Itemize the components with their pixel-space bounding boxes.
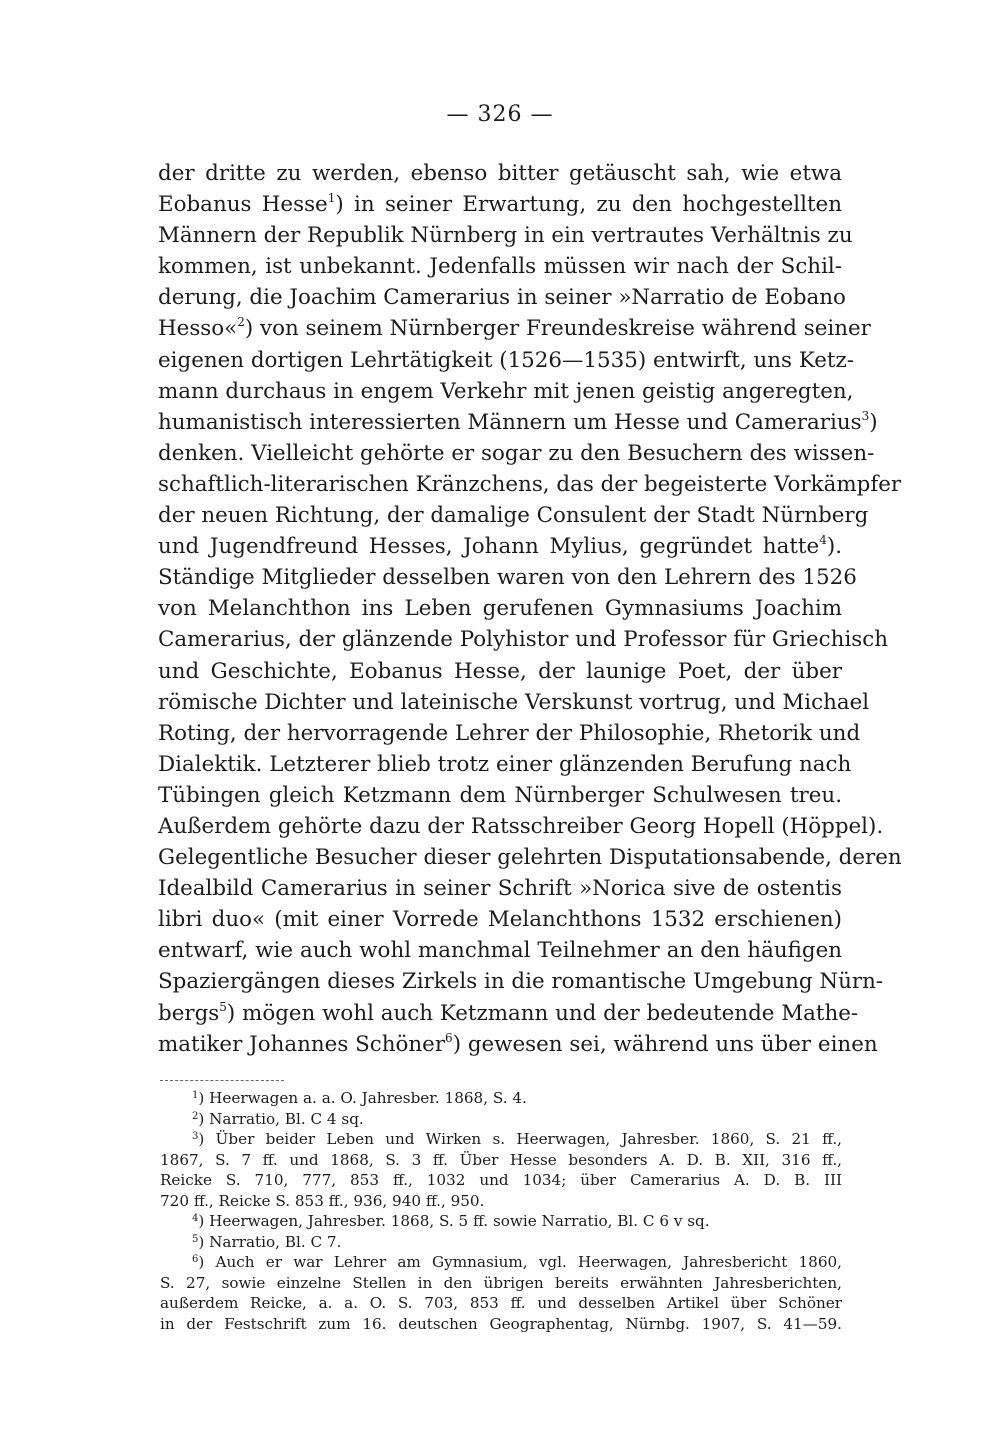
body-line: Tübingen gleich Ketzmann dem Nürnberger Schulwesen treu.	[158, 782, 842, 808]
footnote-continuation: 720 ff., Reicke S. 853 ff., 936, 940 ff., 950.	[160, 1191, 485, 1210]
body-line: Ständige Mitglieder desselben waren von den Lehrern des 1526	[158, 565, 857, 591]
footnote-continuation: S. 27, sowie einzelne Stellen in den übrigen bereits erwähnten Jahresberichten,	[160, 1273, 842, 1292]
footnote-continuation: 1867, S. 7 ff. und 1868, S. 3 ff. Über Hesse besonders A. D. B. XII, 316 ff.,	[160, 1150, 842, 1169]
body-line: der dritte zu werden, ebenso bitter getäuscht sah, wie etwa	[158, 161, 842, 186]
footnote-ref: 2	[237, 315, 245, 330]
body-line: Außerdem gehörte dazu der Ratsschreiber Georg Hopell (Höppel).	[158, 813, 884, 839]
body-line: Roting, der hervorragende Lehrer der Philosophie, Rhetorik und	[158, 720, 861, 746]
footnote: $^3$) Über beider Leben und Wirken s. Heerwagen, Jahresber. 1860, S. 21 ff.,	[192, 1130, 842, 1148]
body-line: matiker Johannes Schöner$^6$) gewesen sei, während uns über einen	[158, 1030, 878, 1057]
footnote-ref: 6	[445, 1030, 453, 1045]
body-line: libri duo« (mit einer Vorrede Melanchthons 1532 erschienen)	[158, 907, 842, 933]
footnote-ref: 5	[219, 999, 227, 1014]
body-line: mann durchaus in engem Verkehr mit jenen geistig angeregten,	[158, 378, 854, 404]
body-line: Spaziergängen dieses Zirkels in die romantische Umgebung Nürn-	[158, 969, 884, 995]
body-line: Dialektik. Letzterer blieb trotz einer glänzenden Berufung nach	[158, 751, 852, 777]
body-line: bergs$^5$) mögen wohl auch Ketzmann und der bedeutende Mathe-	[158, 999, 859, 1026]
footnote: $^5$) Narratio, Bl. C 7.	[192, 1232, 342, 1251]
footnote-continuation: Reicke S. 710, 777, 853 ff., 1032 und 1034; über Camerarius A. D. B. III	[160, 1171, 842, 1189]
footnote: $^4$) Heerwagen, Jahresber. 1868, S. 5 ff. sowie Narratio, Bl. C 6 v sq.	[192, 1212, 710, 1230]
body-line: entwarf, wie auch wohl manchmal Teilnehmer an den häufigen	[158, 938, 842, 964]
body-text	[158, 158, 902, 1060]
body-line: Idealbild Camerarius in seiner Schrift »Norica sive de ostentis	[158, 876, 842, 902]
footnote-divider	[160, 1080, 284, 1081]
body-line: Eobanus Hesse$^1$) in seiner Erwartung, zu den hochgestellten	[158, 191, 842, 218]
footnote: $^2$) Narratio, Bl. C 4 sq.	[192, 1109, 364, 1128]
page-number: — 326 —	[446, 102, 554, 127]
body-line: der neuen Richtung, der damalige Consulent der Stadt Nürnberg	[158, 503, 869, 529]
body-line: humanistisch interessierten Männern um Hesse und Camerarius$^3$)	[158, 408, 878, 435]
body-line: schaftlich-literarischen Kränzchens, das der begeisterte Vorkämpfer	[158, 471, 902, 497]
body-line: von Melanchthon ins Leben gerufenen Gymnasiums Joachim	[158, 596, 842, 622]
footnote-ref: 3	[861, 408, 870, 423]
body-line: Camerarius, der glänzende Polyhistor und Professor für Griechisch	[158, 627, 889, 653]
body-line: römische Dichter und lateinische Verskunst vortrug, und Michael	[158, 689, 870, 715]
body-line: eigenen dortigen Lehrtätigkeit (1526—1535) entwirft, uns Ketz-	[158, 347, 854, 373]
body-line: und Jugendfreund Hesses, Johann Mylius, gegründet hatte$^4$).	[158, 533, 842, 560]
body-line: und Geschichte, Eobanus Hesse, der launige Poet, der über	[158, 658, 842, 684]
footnote-ref: 1	[327, 191, 336, 206]
body-line: kommen, ist unbekannt. Jedenfalls müssen wir nach der Schil-	[158, 254, 842, 280]
body-line: Männern der Republik Nürnberg in ein vertrautes Verhältnis zu	[158, 223, 853, 249]
footnote: $^1$) Heerwagen a. a. O. Jahresber. 1868, S. 4.	[192, 1089, 527, 1107]
footnote: $^6$) Auch er war Lehrer am Gymnasium, vgl. Heerwagen, Jahresbericht 1860,	[192, 1253, 842, 1271]
footnote-continuation: in der Festschrift zum 16. deutschen Geographentag, Nürnbg. 1907, S. 41—59.	[160, 1314, 842, 1333]
body-line: Hesso«$^2$) von seinem Nürnberger Freundeskreise während seiner	[158, 315, 871, 342]
footnote-continuation: außerdem Reicke, a. a. O. S. 703, 853 ff. und desselben Artikel über Schöner	[160, 1294, 842, 1312]
body-line: derung, die Joachim Camerarius in seiner »Narratio de Eobano	[158, 285, 846, 311]
body-line: Gelegentliche Besucher dieser gelehrten Disputationsabende, deren	[158, 845, 902, 871]
footnotes	[160, 1088, 842, 1334]
footnote-ref: 4	[819, 533, 827, 548]
body-line: denken. Vielleicht gehörte er sogar zu den Besuchern des wissen-	[158, 440, 875, 466]
